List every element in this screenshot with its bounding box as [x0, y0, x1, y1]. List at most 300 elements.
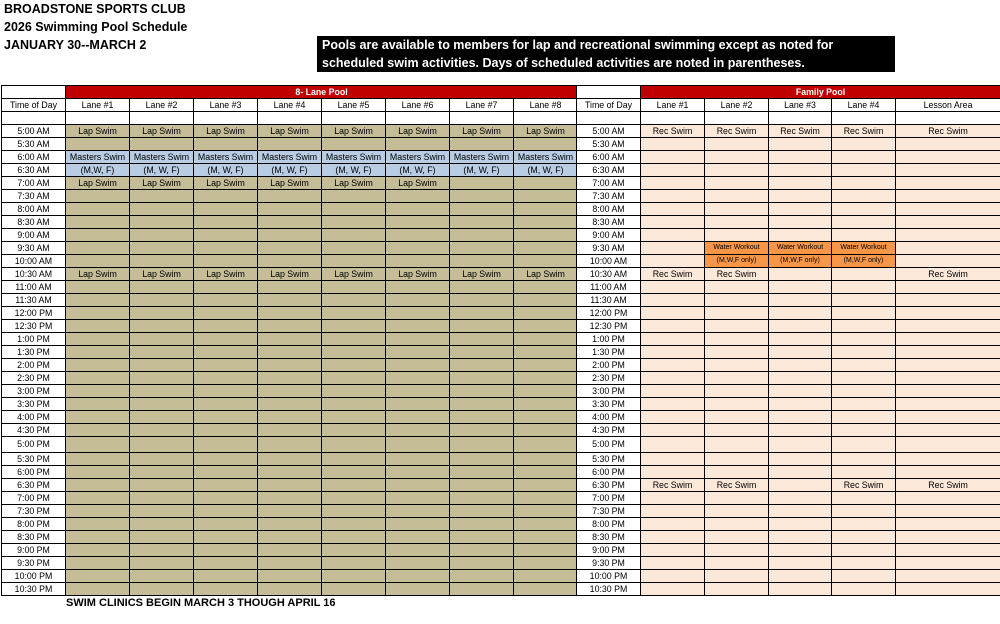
time-cell: 2:30 PM [577, 372, 641, 385]
lane-1-slot [66, 518, 130, 531]
lane-3-slot [194, 411, 258, 424]
availability-notice [317, 36, 895, 72]
lane-5-slot [322, 437, 386, 453]
schedule-row [577, 557, 1000, 570]
family-lane-4-slot [832, 518, 896, 531]
lane-5-slot: (M, W, F) [322, 164, 386, 177]
lane-7-slot [450, 177, 514, 190]
lesson-area-slot [896, 294, 1000, 307]
lane-6-slot [386, 372, 450, 385]
lane-7-slot [450, 492, 514, 505]
lesson-area-slot [896, 346, 1000, 359]
spacer-cell [832, 112, 896, 125]
family-lane-2-slot [705, 453, 769, 466]
lane-8-header: Lane #8 [514, 99, 578, 112]
family-lane-4-slot [832, 164, 896, 177]
time-cell: 6:30 AM [2, 164, 66, 177]
lane-8-slot [514, 372, 578, 385]
lesson-area-slot: Rec Swim [896, 479, 1000, 492]
family-lane-1-slot [641, 372, 705, 385]
lane-8-slot [514, 138, 578, 151]
family-lane-4-slot [832, 281, 896, 294]
family-lane-4-slot [832, 531, 896, 544]
family-lane-3-slot [769, 437, 832, 453]
family-lane-1-slot [641, 294, 705, 307]
schedule-row [577, 138, 1000, 151]
schedule-row [2, 437, 578, 453]
time-cell: 1:00 PM [2, 333, 66, 346]
family-lane-3-slot [769, 583, 832, 596]
time-cell: 10:00 AM [577, 255, 641, 268]
lesson-area-slot [896, 583, 1000, 596]
family-lane-1-header: Lane #1 [641, 99, 705, 112]
lane-7-slot [450, 424, 514, 437]
lane-1-slot: Lap Swim [66, 125, 130, 138]
lane-8-slot [514, 281, 578, 294]
lane-4-slot [258, 492, 322, 505]
family-lane-2-slot: Water Workout [705, 242, 769, 255]
time-cell: 10:00 AM [2, 255, 66, 268]
time-cell: 8:30 AM [577, 216, 641, 229]
lane-7-slot [450, 203, 514, 216]
lane-8-slot [514, 333, 578, 346]
family-lane-4-header: Lane #4 [832, 99, 896, 112]
lane-5-slot: Lap Swim [322, 268, 386, 281]
family-lane-3-slot [769, 203, 832, 216]
family-lane-4-slot [832, 203, 896, 216]
family-lane-3-slot [769, 268, 832, 281]
schedule-row [577, 453, 1000, 466]
schedule-row [577, 359, 1000, 372]
lesson-area-slot [896, 411, 1000, 424]
lane-7-slot [450, 453, 514, 466]
lane-7-header: Lane #7 [450, 99, 514, 112]
family-lane-2-slot [705, 424, 769, 437]
family-lane-2-slot [705, 505, 769, 518]
schedule-row [2, 466, 578, 479]
lane-2-slot [130, 216, 194, 229]
lane-6-slot: Lap Swim [386, 177, 450, 190]
lane-4-slot [258, 479, 322, 492]
family-lane-4-slot: (M,W,F only) [832, 255, 896, 268]
lane-2-slot [130, 505, 194, 518]
schedule-row [577, 294, 1000, 307]
family-lane-1-slot [641, 203, 705, 216]
time-cell: 9:30 PM [577, 557, 641, 570]
lane-1-slot [66, 544, 130, 557]
lane-5-slot [322, 372, 386, 385]
lane-3-slot [194, 294, 258, 307]
lane-5-slot: Lap Swim [322, 177, 386, 190]
lane-1-slot [66, 216, 130, 229]
time-cell: 6:00 AM [577, 151, 641, 164]
schedule-row [2, 177, 578, 190]
time-cell: 6:00 PM [2, 466, 66, 479]
lane-4-slot [258, 583, 322, 596]
lane-4-header: Lane #4 [258, 99, 322, 112]
lane-1-slot: Masters Swim [66, 151, 130, 164]
family-lane-3-slot [769, 466, 832, 479]
lane-4-slot [258, 411, 322, 424]
lane-5-slot [322, 138, 386, 151]
lane-8-slot [514, 385, 578, 398]
family-lane-3-header: Lane #3 [769, 99, 832, 112]
lane-8-slot [514, 544, 578, 557]
lane-1-slot [66, 505, 130, 518]
lane-8-slot [514, 255, 578, 268]
family-lane-3-slot: Water Workout [769, 242, 832, 255]
schedule-row [577, 411, 1000, 424]
lesson-area-slot [896, 505, 1000, 518]
time-cell: 3:00 PM [2, 385, 66, 398]
lane-4-slot [258, 307, 322, 320]
family-lane-3-slot [769, 385, 832, 398]
lane-6-slot [386, 255, 450, 268]
family-lane-2-slot [705, 216, 769, 229]
lane-5-slot [322, 216, 386, 229]
schedule-row [577, 242, 1000, 255]
time-cell: 4:00 PM [2, 411, 66, 424]
lane-8-slot [514, 398, 578, 411]
schedule-row [2, 229, 578, 242]
schedule-title: 2026 Swimming Pool Schedule [4, 20, 188, 34]
family-lane-3-slot [769, 346, 832, 359]
lane-4-slot [258, 229, 322, 242]
lane-2-slot [130, 242, 194, 255]
lane-8-slot [514, 177, 578, 190]
time-cell: 7:00 PM [2, 492, 66, 505]
schedule-row [577, 320, 1000, 333]
lane-4-slot [258, 518, 322, 531]
family-lane-2-slot: Rec Swim [705, 268, 769, 281]
family-lane-4-slot [832, 557, 896, 570]
lane-3-slot: Lap Swim [194, 177, 258, 190]
family-lane-4-slot [832, 359, 896, 372]
lane-2-header: Lane #2 [130, 99, 194, 112]
schedule-row [2, 359, 578, 372]
lane-2-slot: (M, W, F) [130, 164, 194, 177]
time-cell: 7:30 AM [577, 190, 641, 203]
lane-2-slot: Masters Swim [130, 151, 194, 164]
lesson-area-slot [896, 333, 1000, 346]
lesson-area-slot [896, 570, 1000, 583]
lane-7-slot [450, 437, 514, 453]
lane-3-slot [194, 307, 258, 320]
lane-5-slot [322, 346, 386, 359]
family-lane-2-slot [705, 190, 769, 203]
schedule-row [2, 346, 578, 359]
family-lane-4-slot [832, 138, 896, 151]
lane-5-slot [322, 479, 386, 492]
swim-clinics-note: SWIM CLINICS BEGIN MARCH 3 THOUGH APRIL 16 [66, 597, 336, 609]
family-lane-2-slot [705, 557, 769, 570]
lane-2-slot [130, 453, 194, 466]
lane-4-slot [258, 294, 322, 307]
lane-4-slot [258, 333, 322, 346]
spacer-cell [769, 112, 832, 125]
lane-5-slot [322, 544, 386, 557]
lane-7-slot [450, 359, 514, 372]
eight-lane-pool-table [1, 85, 578, 596]
schedule-row [2, 255, 578, 268]
spacer-cell [641, 112, 705, 125]
family-lane-2-header: Lane #2 [705, 99, 769, 112]
eight-lane-pool-title: 8- Lane Pool [66, 86, 578, 99]
lane-3-slot [194, 242, 258, 255]
lane-6-slot [386, 307, 450, 320]
time-cell: 7:00 AM [2, 177, 66, 190]
lane-2-slot [130, 492, 194, 505]
lane-7-slot: Masters Swim [450, 151, 514, 164]
family-lane-4-slot [832, 385, 896, 398]
family-lane-1-slot [641, 229, 705, 242]
family-lane-3-slot [769, 424, 832, 437]
lane-2-slot [130, 307, 194, 320]
lane-3-slot: (M, W, F) [194, 164, 258, 177]
lane-5-slot [322, 242, 386, 255]
lane-4-slot: Lap Swim [258, 268, 322, 281]
lane-1-slot [66, 333, 130, 346]
lane-6-slot [386, 437, 450, 453]
family-lane-4-slot [832, 268, 896, 281]
lane-5-slot [322, 492, 386, 505]
lane-2-slot [130, 583, 194, 596]
family-lane-2-slot [705, 583, 769, 596]
family-lane-3-slot [769, 216, 832, 229]
family-lane-4-slot [832, 294, 896, 307]
lane-4-slot [258, 544, 322, 557]
lane-3-slot [194, 424, 258, 437]
lane-6-slot: Lap Swim [386, 268, 450, 281]
schedule-row [2, 479, 578, 492]
family-lane-1-slot [641, 437, 705, 453]
family-lane-2-slot [705, 138, 769, 151]
time-cell: 3:00 PM [577, 385, 641, 398]
lane-1-slot [66, 424, 130, 437]
time-cell: 10:30 AM [577, 268, 641, 281]
lane-4-slot: Masters Swim [258, 151, 322, 164]
time-cell: 11:00 AM [577, 281, 641, 294]
schedule-row [2, 424, 578, 437]
spacer-row [577, 112, 1000, 125]
lane-4-slot [258, 557, 322, 570]
time-cell: 5:30 PM [2, 453, 66, 466]
family-lane-1-slot [641, 190, 705, 203]
time-cell: 6:30 PM [577, 479, 641, 492]
lane-6-slot [386, 424, 450, 437]
lane-1-slot: Lap Swim [66, 268, 130, 281]
family-lane-2-slot [705, 359, 769, 372]
family-lane-1-slot [641, 570, 705, 583]
lesson-area-slot [896, 518, 1000, 531]
family-lane-4-slot [832, 177, 896, 190]
schedule-row [577, 479, 1000, 492]
schedule-row [2, 216, 578, 229]
schedule-row [577, 544, 1000, 557]
lane-3-slot [194, 398, 258, 411]
schedule-row [2, 151, 578, 164]
lane-1-slot [66, 398, 130, 411]
schedule-row [577, 151, 1000, 164]
schedule-row [2, 398, 578, 411]
family-lane-1-slot [641, 216, 705, 229]
family-lane-1-slot [641, 531, 705, 544]
lane-3-slot [194, 372, 258, 385]
family-lane-4-slot [832, 583, 896, 596]
family-lane-1-slot [641, 492, 705, 505]
lane-6-slot [386, 531, 450, 544]
notice-line-2: scheduled swim activities. Days of scheduled activities are noted in parentheses. [322, 56, 805, 70]
lane-7-slot [450, 242, 514, 255]
family-lane-3-slot [769, 359, 832, 372]
lane-5-slot [322, 424, 386, 437]
time-cell: 10:30 AM [2, 268, 66, 281]
family-lane-4-slot [832, 372, 896, 385]
lane-1-slot [66, 411, 130, 424]
lane-7-slot [450, 385, 514, 398]
lane-5-slot [322, 281, 386, 294]
lane-4-slot [258, 466, 322, 479]
lane-3-slot [194, 479, 258, 492]
lane-8-slot [514, 424, 578, 437]
lane-5-slot [322, 505, 386, 518]
family-lane-3-slot [769, 307, 832, 320]
lane-3-slot [194, 216, 258, 229]
club-name: BROADSTONE SPORTS CLUB [4, 2, 186, 16]
schedule-row [577, 268, 1000, 281]
time-cell: 8:30 PM [577, 531, 641, 544]
family-lane-4-slot [832, 346, 896, 359]
family-lane-4-slot: Rec Swim [832, 125, 896, 138]
pool-title-row [577, 86, 1000, 99]
schedule-row [577, 570, 1000, 583]
schedule-row [577, 177, 1000, 190]
lane-2-slot [130, 398, 194, 411]
spacer-cell [896, 112, 1000, 125]
lane-8-slot [514, 557, 578, 570]
lane-1-slot [66, 557, 130, 570]
lane-7-slot [450, 372, 514, 385]
schedule-row [2, 164, 578, 177]
lesson-area-slot [896, 138, 1000, 151]
lane-2-slot: Lap Swim [130, 125, 194, 138]
lane-6-slot [386, 583, 450, 596]
family-lane-4-slot [832, 190, 896, 203]
lane-3-slot [194, 346, 258, 359]
lane-8-slot: Masters Swim [514, 151, 578, 164]
lane-7-slot [450, 346, 514, 359]
schedule-row [2, 307, 578, 320]
lesson-area-slot [896, 242, 1000, 255]
time-cell: 5:00 PM [577, 437, 641, 453]
family-lane-1-slot [641, 557, 705, 570]
time-cell: 8:00 PM [2, 518, 66, 531]
lane-2-slot [130, 333, 194, 346]
family-lane-3-slot [769, 164, 832, 177]
lane-4-slot [258, 385, 322, 398]
lesson-area-slot [896, 320, 1000, 333]
lesson-area-slot [896, 307, 1000, 320]
lane-3-slot [194, 359, 258, 372]
lane-2-slot [130, 479, 194, 492]
family-lane-4-slot [832, 544, 896, 557]
lane-2-slot [130, 557, 194, 570]
lane-4-slot [258, 320, 322, 333]
family-lane-2-slot [705, 320, 769, 333]
time-of-day-header: Time of Day [2, 99, 66, 112]
lane-7-slot [450, 557, 514, 570]
lane-7-slot [450, 398, 514, 411]
lane-6-slot [386, 544, 450, 557]
family-lane-2-slot [705, 570, 769, 583]
lane-4-slot [258, 216, 322, 229]
schedule-row [2, 281, 578, 294]
lane-2-slot [130, 437, 194, 453]
family-lane-3-slot [769, 177, 832, 190]
time-cell: 8:00 PM [577, 518, 641, 531]
family-lane-1-slot [641, 164, 705, 177]
lane-3-slot [194, 570, 258, 583]
schedule-row [2, 190, 578, 203]
family-lane-3-slot [769, 190, 832, 203]
time-cell: 2:00 PM [577, 359, 641, 372]
family-lane-4-slot [832, 333, 896, 346]
lane-1-slot [66, 294, 130, 307]
spacer-cell [130, 112, 194, 125]
time-cell: 8:30 AM [2, 216, 66, 229]
schedule-row [577, 307, 1000, 320]
lane-1-slot [66, 307, 130, 320]
family-lane-4-slot [832, 398, 896, 411]
lesson-area-slot [896, 190, 1000, 203]
time-cell: 6:30 PM [2, 479, 66, 492]
family-lane-1-slot [641, 398, 705, 411]
lane-1-slot [66, 320, 130, 333]
family-lane-4-slot [832, 505, 896, 518]
lane-2-slot [130, 359, 194, 372]
family-lane-4-slot: Rec Swim [832, 479, 896, 492]
time-cell: 9:00 PM [2, 544, 66, 557]
schedule-row [577, 505, 1000, 518]
corner-cell [2, 86, 66, 99]
family-lane-2-slot [705, 437, 769, 453]
lesson-area-slot [896, 424, 1000, 437]
lane-1-slot [66, 583, 130, 596]
lesson-area-slot [896, 544, 1000, 557]
lane-1-slot [66, 372, 130, 385]
lane-4-slot [258, 505, 322, 518]
lane-2-slot [130, 531, 194, 544]
lane-7-slot: Lap Swim [450, 125, 514, 138]
schedule-row [2, 385, 578, 398]
family-lane-1-slot [641, 242, 705, 255]
lane-8-slot [514, 359, 578, 372]
schedule-row [2, 544, 578, 557]
lane-6-slot [386, 320, 450, 333]
schedule-row [577, 518, 1000, 531]
lane-6-slot: Masters Swim [386, 151, 450, 164]
family-lane-4-slot [832, 320, 896, 333]
lane-2-slot [130, 411, 194, 424]
lane-3-slot [194, 518, 258, 531]
lane-4-slot [258, 453, 322, 466]
family-lane-3-slot [769, 505, 832, 518]
lane-5-slot [322, 359, 386, 372]
lesson-area-slot [896, 359, 1000, 372]
schedule-row [2, 570, 578, 583]
lane-8-slot [514, 203, 578, 216]
lesson-area-slot [896, 177, 1000, 190]
